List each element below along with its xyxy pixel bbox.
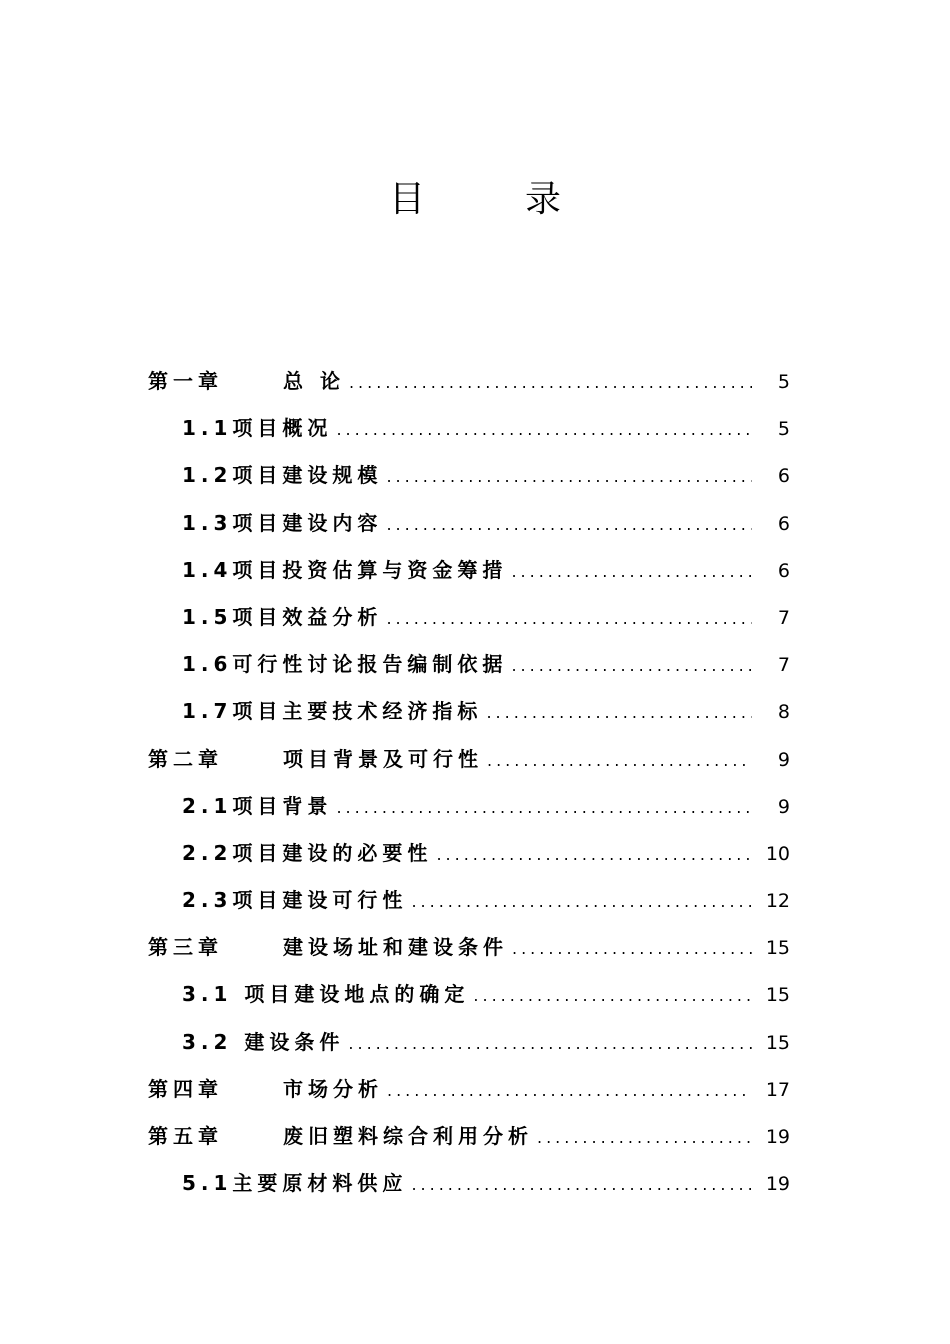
toc-entry-label: 废旧塑料综合利用分析 xyxy=(283,1124,533,1148)
toc-entry-label: 2.2项目建设的必要性 xyxy=(182,840,433,865)
toc-entry-label: 5.1主要原材料供应 xyxy=(182,1171,408,1196)
toc-dot-leader xyxy=(537,1114,752,1161)
toc-dot-leader xyxy=(349,359,752,406)
toc-chapter-number: 第二章 xyxy=(148,746,223,771)
toc-page-number: 7 xyxy=(777,606,790,629)
toc-section-entry[interactable] xyxy=(148,594,798,641)
toc-entry-label: 1.4项目投资估算与资金筹措 xyxy=(182,557,508,582)
toc-section-entry[interactable] xyxy=(148,1160,798,1207)
toc-section-entry[interactable] xyxy=(148,547,798,594)
toc-page-number: 12 xyxy=(765,890,790,913)
toc-dot-leader xyxy=(411,878,752,925)
toc-entry-label: 2.1项目背景 xyxy=(182,793,333,818)
toc-chapter-entry[interactable] xyxy=(148,924,798,971)
toc-dot-leader xyxy=(336,784,752,831)
toc-dot-leader xyxy=(512,925,752,972)
toc-section-entry[interactable] xyxy=(148,688,798,735)
toc-entry-label: 1.5项目效益分析 xyxy=(182,604,383,629)
toc-chapter-entry[interactable] xyxy=(148,1113,798,1160)
toc-section-entry[interactable] xyxy=(148,830,798,877)
toc-entry-label: 1.3项目建设内容 xyxy=(182,510,383,535)
toc-dot-leader xyxy=(386,453,752,500)
title-part-1: 目 xyxy=(388,179,425,220)
toc-page-number: 5 xyxy=(777,418,790,441)
toc-entry-label: 1.1项目概况 xyxy=(182,416,333,441)
toc-dot-leader xyxy=(386,595,752,642)
toc-entry-label: 1.7项目主要技术经济指标 xyxy=(182,699,483,724)
toc-section-entry[interactable] xyxy=(148,452,798,499)
page-title xyxy=(0,170,950,230)
toc-entry-label: 1.6可行性讨论报告编制依据 xyxy=(182,652,508,677)
toc-section-entry[interactable] xyxy=(148,500,798,547)
toc-page-number: 15 xyxy=(765,937,790,960)
toc-dot-leader xyxy=(348,1020,752,1067)
toc-entry-label: 总 论 xyxy=(283,369,345,393)
toc-dot-leader xyxy=(387,1067,752,1114)
toc-dot-leader xyxy=(411,1161,752,1208)
toc-chapter-entry[interactable] xyxy=(148,736,798,783)
toc-dot-leader xyxy=(511,642,752,689)
toc-entry-label: 项目背景及可行性 xyxy=(283,746,483,771)
toc-section-entry[interactable] xyxy=(148,971,798,1018)
toc-page-number: 8 xyxy=(777,701,790,724)
toc-entry-label: 建设场址和建设条件 xyxy=(283,935,508,960)
title-part-2: 录 xyxy=(525,179,562,220)
toc-chapter-entry[interactable] xyxy=(148,1066,798,1113)
toc-entry-label: 1.2项目建设规模 xyxy=(182,463,383,488)
toc-chapter-entry[interactable] xyxy=(148,358,798,405)
toc-section-entry[interactable] xyxy=(148,641,798,688)
toc-page-number: 7 xyxy=(777,654,790,677)
toc-page-number: 9 xyxy=(777,795,790,818)
toc-page-number: 17 xyxy=(765,1078,790,1101)
toc-chapter-number: 第五章 xyxy=(148,1124,223,1148)
toc-dot-leader xyxy=(473,972,752,1019)
toc-entry-label: 3.1 项目建设地点的确定 xyxy=(182,982,470,1007)
toc-chapter-number: 第三章 xyxy=(148,935,223,960)
toc-page-number: 6 xyxy=(777,512,790,535)
toc-entry-label: 市场分析 xyxy=(283,1076,383,1101)
toc-dot-leader xyxy=(436,831,752,878)
toc-chapter-number: 第一章 xyxy=(148,369,223,393)
table-of-contents xyxy=(148,358,798,1207)
toc-entry-label: 3.2 建设条件 xyxy=(182,1029,345,1054)
toc-section-entry[interactable] xyxy=(148,877,798,924)
toc-page-number: 10 xyxy=(765,842,790,865)
toc-dot-leader xyxy=(511,548,752,595)
toc-page-number: 6 xyxy=(777,465,790,488)
toc-dot-leader xyxy=(336,406,752,453)
toc-dot-leader xyxy=(486,689,752,736)
toc-page-number: 6 xyxy=(777,559,790,582)
toc-page-number: 19 xyxy=(765,1173,790,1196)
toc-page-number: 15 xyxy=(765,984,790,1007)
toc-section-entry[interactable] xyxy=(148,405,798,452)
toc-page-number: 15 xyxy=(765,1031,790,1054)
toc-dot-leader xyxy=(386,501,752,548)
toc-page-number: 5 xyxy=(777,371,790,393)
toc-chapter-number: 第四章 xyxy=(148,1076,223,1101)
toc-section-entry[interactable] xyxy=(148,1019,798,1066)
toc-page-number: 9 xyxy=(777,748,790,771)
toc-dot-leader xyxy=(487,737,752,784)
toc-page-number: 19 xyxy=(765,1126,790,1148)
toc-section-entry[interactable] xyxy=(148,783,798,830)
toc-entry-label: 2.3项目建设可行性 xyxy=(182,888,408,913)
